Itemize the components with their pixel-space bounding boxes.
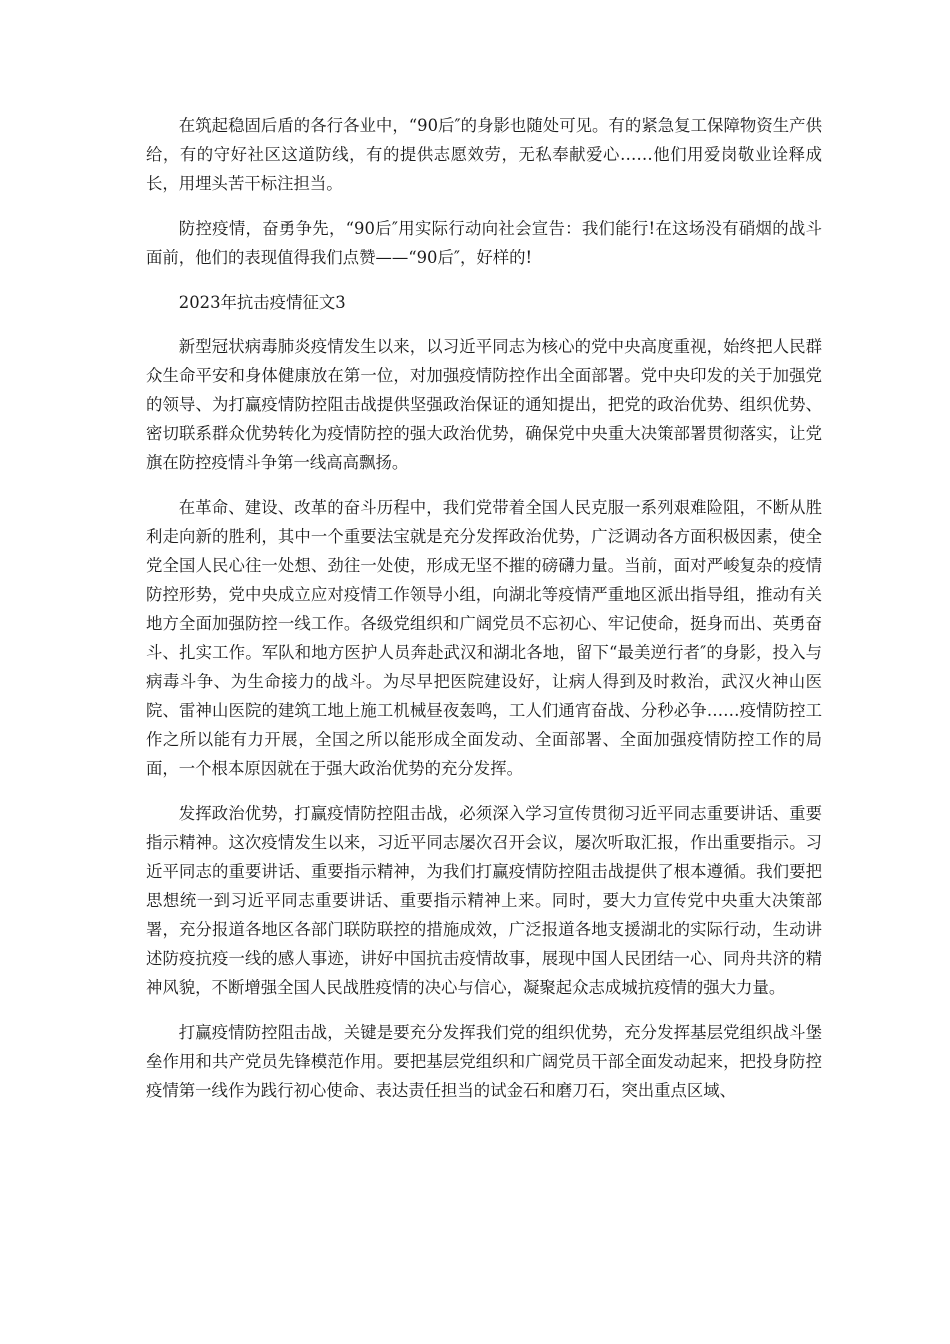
paragraph-organizational-advantage: 打赢疫情防控阻击战，关键是要充分发挥我们党的组织优势，充分发挥基层党组织战斗堡垒作用和共产党员先锋模范作用。要把基层党组织和广阔党员干部全面发动起来，把投身防控疫情第一线作为践行初心使命、表达责任担当的试金石和磨刀石，突出重点区域、	[146, 1023, 822, 1100]
essay-heading: 2023年抗击疫情征文3	[178, 293, 346, 312]
paragraph-important-speech: 发挥政治优势，打赢疫情防控阻击战，必须深入学习宣传贯彻习近平同志重要讲话、重要指示精神。这次疫情发生以来，习近平同志屡次召开会议，屡次听取汇报，作出重要指示。习近平同志的重要讲话、重要指示精神，为我们打赢疫情防控阻击战提供了根本遵循。我们要把思想统一到习近平同志重要讲话、重要指示精神上来。同时，要大力宣传党中央重大决策部署，充分报道各地区各部门联防联控的措施成效，广泛报道各地支援湖北的实际行动，生动讲述防疫抗疫一线的感人事迹，讲好中国抗击疫情故事，展现中国人民团结一心、同舟共济的精神风貌，不断增强全国人民战胜疫情的决心与信心，凝聚起众志成城抗疫情的强大力量。	[146, 804, 822, 997]
paragraph-party-deployment: 新型冠状病毒肺炎疫情发生以来，以习近平同志为核心的党中央高度重视，始终把人民群众生命平安和身体健康放在第一位，对加强疫情防控作出全面部署。党中央印发的关于加强党的领导、为打赢疫情防控阻击战提供坚强政治保证的通知提出，把党的政治优势、组织优势、密切联系群众优势转化为疫情防控的强大政治优势，确保党中央重大决策部署贯彻落实，让党旗在防控疫情斗争第一线高高飘扬。	[146, 337, 822, 472]
paragraph-90hou-industries: 在筑起稳固后盾的各行各业中，“90后″的身影也随处可见。有的紧急复工保障物资生产供给，有的守好社区这道防线，有的提供志愿效劳，无私奉献爱心……他们用爱岗敬业诠释成长，用埋头苦干标注担当。	[146, 116, 822, 193]
document-page	[146, 111, 822, 1121]
paragraph-90hou-praise: 防控疫情，奋勇争先，“90后″用实际行动向社会宣告：我们能行!在这场没有硝烟的战斗面前，他们的表现值得我们点赞——“90后″，好样的!	[146, 219, 822, 267]
paragraph-political-advantage: 在革命、建设、改革的奋斗历程中，我们党带着全国人民克服一系列艰难险阻，不断从胜利走向新的胜利，其中一个重要法宝就是充分发挥政治优势，广泛调动各方面积极因素，使全党全国人民心往一处想、劲往一处使，形成无坚不摧的磅礴力量。当前，面对严峻复杂的疫情防控形势，党中央成立应对疫情工作领导小组，向湖北等疫情严重地区派出指导组，推动有关地方全面加强防控一线工作。各级党组织和广阔党员不忘初心、牢记使命，挺身而出、英勇奋斗、扎实工作。军队和地方医护人员奔赴武汉和湖北各地，留下“最美逆行者″的身影，投入与病毒斗争、为生命接力的战斗。为尽早把医院建设好，让病人得到及时救治，武汉火神山医院、雷神山医院的建筑工地上施工机械昼夜轰鸣，工人们通宵奋战、分秒必争……疫情防控工作之所以能有力开展，全国之所以能形成全面发动、全面部署、全面加强疫情防控工作的局面，一个根本原因就在于强大政治优势的充分发挥。	[146, 498, 822, 778]
